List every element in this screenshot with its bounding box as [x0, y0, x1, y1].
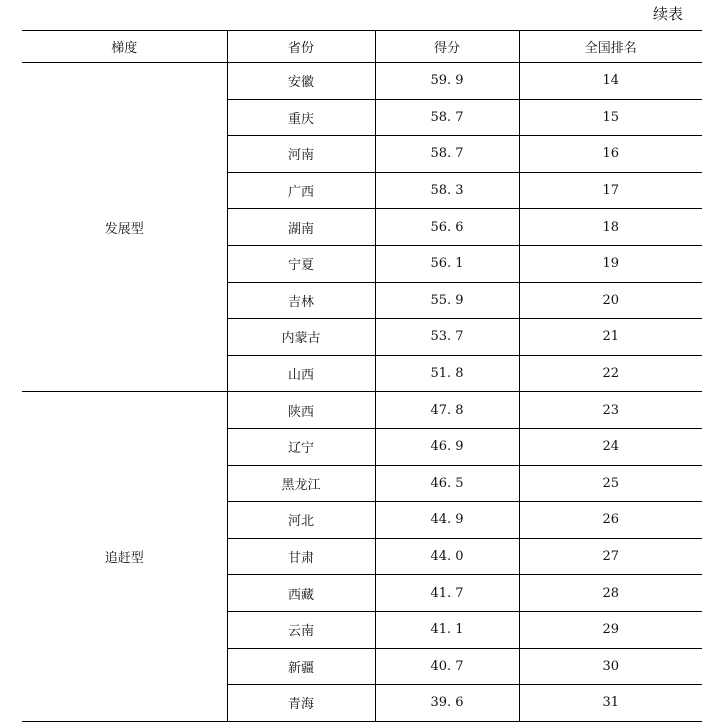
rank-cell: 25 [519, 465, 702, 502]
province-cell: 新疆 [227, 648, 375, 685]
header-province: 省份 [227, 31, 375, 63]
province-cell: 辽宁 [227, 428, 375, 465]
rank-cell: 18 [519, 209, 702, 246]
province-cell: 河北 [227, 502, 375, 539]
header-tier: 梯度 [22, 31, 227, 63]
score-cell: 58. 7 [375, 99, 519, 136]
table-row [22, 392, 702, 429]
score-cell: 39. 6 [375, 685, 519, 722]
province-cell: 重庆 [227, 99, 375, 136]
score-cell: 58. 7 [375, 136, 519, 173]
province-cell: 湖南 [227, 209, 375, 246]
score-cell: 56. 6 [375, 209, 519, 246]
score-cell: 40. 7 [375, 648, 519, 685]
tier-cell: 追赶型 [22, 392, 227, 721]
province-cell: 宁夏 [227, 245, 375, 282]
score-cell: 44. 9 [375, 502, 519, 539]
rank-cell: 26 [519, 502, 702, 539]
rank-cell: 24 [519, 428, 702, 465]
province-cell: 云南 [227, 611, 375, 648]
rank-cell: 15 [519, 99, 702, 136]
rank-cell: 17 [519, 172, 702, 209]
province-cell: 内蒙古 [227, 319, 375, 356]
rank-cell: 19 [519, 245, 702, 282]
province-cell: 安徽 [227, 63, 375, 100]
ranking-table [22, 30, 702, 722]
province-cell: 青海 [227, 685, 375, 722]
score-cell: 47. 8 [375, 392, 519, 429]
table-body [22, 63, 702, 722]
province-cell: 吉林 [227, 282, 375, 319]
rank-cell: 28 [519, 575, 702, 612]
continued-label: 续表 [652, 5, 683, 23]
score-cell: 41. 7 [375, 575, 519, 612]
score-cell: 56. 1 [375, 245, 519, 282]
rank-cell: 27 [519, 538, 702, 575]
score-cell: 46. 5 [375, 465, 519, 502]
tier-cell: 发展型 [22, 63, 227, 392]
header-national-rank: 全国排名 [519, 31, 702, 63]
province-cell: 黑龙江 [227, 465, 375, 502]
province-cell: 广西 [227, 172, 375, 209]
rank-cell: 23 [519, 392, 702, 429]
rank-cell: 30 [519, 648, 702, 685]
rank-cell: 16 [519, 136, 702, 173]
score-cell: 55. 9 [375, 282, 519, 319]
province-cell: 甘肃 [227, 538, 375, 575]
header-row [22, 31, 702, 63]
province-cell: 陕西 [227, 392, 375, 429]
score-cell: 59. 9 [375, 63, 519, 100]
rank-cell: 14 [519, 63, 702, 100]
score-cell: 51. 8 [375, 355, 519, 392]
table-header [22, 31, 702, 63]
province-cell: 河南 [227, 136, 375, 173]
rank-cell: 21 [519, 319, 702, 356]
score-cell: 58. 3 [375, 172, 519, 209]
rank-cell: 20 [519, 282, 702, 319]
score-cell: 53. 7 [375, 319, 519, 356]
score-cell: 46. 9 [375, 428, 519, 465]
rank-cell: 29 [519, 611, 702, 648]
province-cell: 山西 [227, 355, 375, 392]
score-cell: 41. 1 [375, 611, 519, 648]
province-cell: 西藏 [227, 575, 375, 612]
table-row [22, 63, 702, 100]
header-score: 得分 [375, 31, 519, 63]
rank-cell: 22 [519, 355, 702, 392]
score-cell: 44. 0 [375, 538, 519, 575]
rank-cell: 31 [519, 685, 702, 722]
